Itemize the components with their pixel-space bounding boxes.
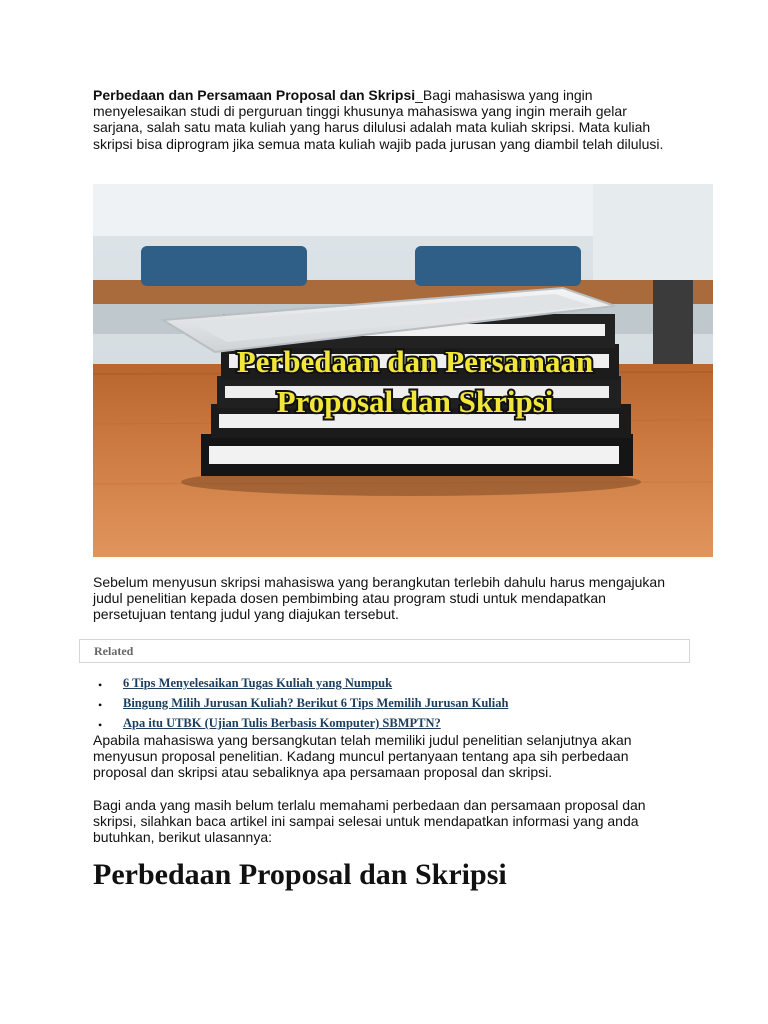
related-label: Related (94, 644, 134, 658)
paragraph-3: Apabila mahasiswa yang bersangkutan telah memiliki judul penelitian selanjutnya akan menyusun proposal penelitian. Kadang muncul pertanyaan tentang apa sih perbedaan proposal dan skripsi atau sebaliknya apa persamaan proposal dan skripsi. (93, 732, 632, 781)
section-heading: Perbedaan Proposal dan Skripsi (93, 858, 507, 891)
paragraph-2: Sebelum menyusun skripsi mahasiswa yang berangkutan terlebih dahulu harus mengajukan judul penelitian kepada dosen pembimbing atau program studi untuk mendapatkan persetujuan tentang judul yang diajukan tersebut. (93, 574, 666, 623)
related-list-item (98, 695, 658, 715)
related-link-3[interactable]: Apa itu UTBK (Ujian Tulis Berbasis Komputer) SBMPTN? (123, 716, 441, 730)
bullet: • (98, 698, 103, 712)
hero-caption-line1: Perbedaan dan Persamaan (236, 344, 594, 379)
bullet: • (98, 718, 103, 732)
related-list-item (98, 675, 658, 695)
paragraph-4: Bagi anda yang masih belum terlalu memahami perbedaan dan persamaan proposal dan skripsi, silahkan baca artikel ini sampai selesai untuk mendapatkan informasi yang anda butuhkan, berikut ulasannya: (93, 797, 646, 846)
related-box (79, 639, 690, 663)
hero-image (93, 184, 713, 557)
intro-paragraph (93, 87, 668, 152)
intro-title: Perbedaan dan Persamaan Proposal dan Skripsi (93, 87, 416, 103)
intro-text: _Bagi mahasiswa yang ingin menyelesaikan studi di perguruan tinggi khusunya mahasiswa yang ingin meraih gelar sarjana, salah satu mata kuliah yang harus dilulusi adalah mata kuliah skripsi. Mata kuliah skripsi bisa diprogram jika semua mata kuliah wajib pada jurusan yang diambil telah dilulusi. (93, 87, 664, 152)
bullet: • (98, 678, 103, 692)
related-link-2[interactable]: Bingung Milih Jurusan Kuliah? Berikut 6 Tips Memilih Jurusan Kuliah (123, 696, 509, 710)
hero-caption-line2: Proposal dan Skripsi (276, 384, 554, 419)
related-link-1[interactable]: 6 Tips Menyelesaikan Tugas Kuliah yang Numpuk (123, 676, 393, 690)
related-list (98, 675, 658, 735)
